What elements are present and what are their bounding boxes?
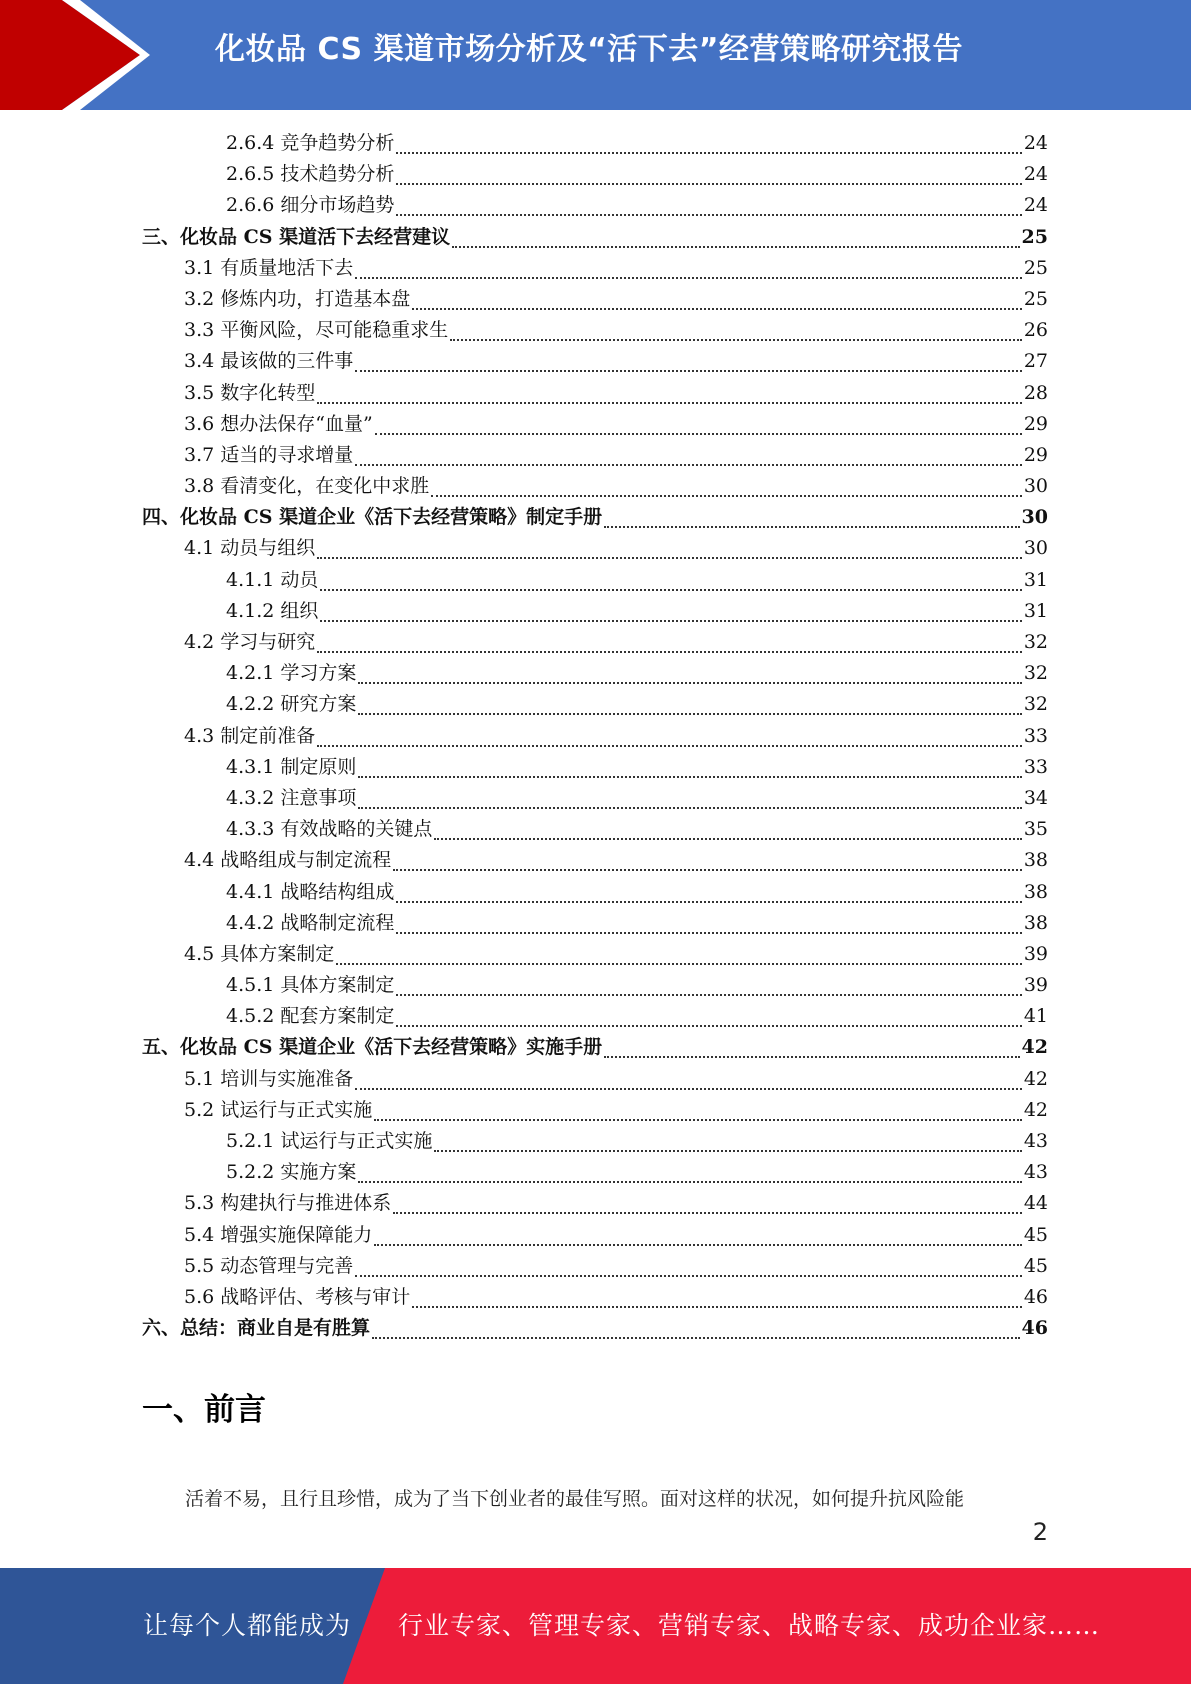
toc-entry-label: 5.5 动态管理与完善 [184, 1254, 354, 1277]
toc-entry-page: 45 [1023, 1223, 1048, 1246]
toc-dot-leader [317, 539, 1022, 559]
toc-entry-label: 4.3.3 有效战略的关键点 [226, 818, 433, 841]
toc-dot-leader [358, 789, 1021, 809]
toc-dot-leader [396, 1007, 1021, 1027]
toc-entry-label: 4.4.2 战略制定流程 [226, 911, 395, 934]
toc-dot-leader [358, 695, 1021, 715]
toc-entry[interactable] [142, 440, 1048, 471]
toc-entry-label: 三、化妆品 CS 渠道活下去经营建议 [142, 225, 451, 248]
toc-dot-leader [358, 664, 1021, 684]
toc-dot-leader [374, 1226, 1022, 1246]
toc-entry-page: 45 [1023, 1254, 1048, 1277]
toc-dot-leader [355, 1257, 1022, 1277]
toc-dot-leader [358, 758, 1021, 778]
toc-entry[interactable] [142, 1282, 1048, 1313]
toc-entry-page: 29 [1023, 412, 1048, 435]
toc-entry-page: 46 [1021, 1317, 1048, 1340]
toc-dot-leader [431, 477, 1022, 497]
toc-dot-leader [412, 1288, 1022, 1308]
toc-entry[interactable] [142, 721, 1048, 752]
toc-entry-page: 25 [1021, 225, 1048, 248]
toc-dot-leader [374, 1101, 1022, 1121]
toc-entry-page: 25 [1023, 256, 1048, 279]
toc-entry-page: 30 [1021, 506, 1048, 529]
toc-dot-leader [434, 1132, 1021, 1152]
toc-dot-leader [358, 1163, 1021, 1183]
toc-dot-leader [396, 134, 1021, 154]
toc-entry-page: 32 [1023, 693, 1048, 716]
toc-entry[interactable] [142, 596, 1048, 627]
toc-entry[interactable] [142, 533, 1048, 564]
toc-entry[interactable] [142, 627, 1048, 658]
toc-entry[interactable] [142, 877, 1048, 908]
toc-entry-page: 43 [1023, 1161, 1048, 1184]
toc-entry-label: 4.2.1 学习方案 [226, 662, 357, 685]
toc-entry-page: 31 [1023, 568, 1048, 591]
toc-entry[interactable] [142, 1001, 1048, 1032]
toc-entry-page: 24 [1023, 194, 1048, 217]
toc-entry[interactable] [142, 1126, 1048, 1157]
toc-entry-label: 3.3 平衡风险，尽可能稳重求生 [184, 319, 449, 342]
toc-entry-page: 25 [1023, 287, 1048, 310]
toc-entry[interactable] [142, 128, 1048, 159]
toc-entry-label: 四、化妆品 CS 渠道企业《活下去经营策略》制定手册 [142, 506, 603, 529]
toc-dot-leader [372, 1319, 1020, 1339]
toc-entry[interactable] [142, 783, 1048, 814]
toc-dot-leader [434, 820, 1021, 840]
toc-entry[interactable] [142, 378, 1048, 409]
toc-dot-leader [604, 1038, 1019, 1058]
toc-entry-label: 2.6.5 技术趋势分析 [226, 163, 395, 186]
toc-entry[interactable] [142, 1095, 1048, 1126]
toc-dot-leader [320, 571, 1021, 591]
footer-slogan-left: 让每个人都能成为 [143, 1611, 352, 1640]
toc-entry-label: 4.5.2 配套方案制定 [226, 1005, 395, 1028]
toc-entry-label: 4.3 制定前准备 [184, 724, 316, 747]
toc-entry-page: 31 [1023, 599, 1048, 622]
toc-entry-page: 43 [1023, 1130, 1048, 1152]
toc-entry-page: 42 [1023, 1098, 1048, 1121]
page-header [0, 0, 1191, 110]
toc-entry-page: 38 [1023, 911, 1048, 934]
toc-entry-label: 5.1 培训与实施准备 [184, 1067, 354, 1090]
toc-entry-page: 38 [1023, 849, 1048, 872]
toc-entry-label: 4.5.1 具体方案制定 [226, 974, 395, 997]
toc-dot-leader [355, 1070, 1022, 1090]
toc-dot-leader [396, 165, 1021, 185]
toc-entry-label: 4.4 战略组成与制定流程 [184, 849, 392, 872]
toc-entry[interactable] [142, 1064, 1048, 1095]
toc-dot-leader [396, 976, 1021, 996]
toc-dot-leader [317, 633, 1022, 653]
toc-entry[interactable] [142, 970, 1048, 1001]
header-arrow-icon [0, 0, 150, 110]
toc-entry-page: 42 [1021, 1036, 1048, 1059]
toc-entry-page: 42 [1023, 1067, 1048, 1090]
toc-dot-leader [355, 352, 1022, 372]
toc-entry-label: 4.1.1 动员 [226, 568, 319, 591]
intro-paragraph: 活着不易，且行且珍惜，成为了当下创业者的最佳写照。面对这样的状况，如何提升抗风险能 [185, 1488, 965, 1510]
toc-dot-leader [396, 914, 1021, 934]
toc-entry-label: 3.8 看清变化，在变化中求胜 [184, 475, 430, 498]
toc-entry-page: 39 [1023, 942, 1048, 965]
toc-entry-label: 3.5 数字化转型 [184, 381, 316, 404]
toc-entry-label: 3.7 适当的寻求增量 [184, 443, 354, 466]
toc-entry-page: 32 [1023, 631, 1048, 653]
toc-entry-page: 26 [1023, 319, 1048, 342]
toc-entry[interactable] [142, 284, 1048, 315]
toc-entry[interactable] [142, 471, 1048, 502]
toc-entry-label: 4.2 学习与研究 [184, 631, 316, 653]
toc-entry-label: 五、化妆品 CS 渠道企业《活下去经营策略》实施手册 [142, 1036, 603, 1059]
toc-entry-label: 4.2.2 研究方案 [226, 693, 357, 716]
toc-dot-leader [317, 384, 1022, 404]
toc-dot-leader [336, 945, 1022, 965]
header-title: 化妆品 CS 渠道市场分析及“活下去”经营策略研究报告 [215, 32, 964, 67]
toc-entry-page: 24 [1023, 163, 1048, 186]
toc-entry[interactable] [142, 1220, 1048, 1251]
toc-dot-leader [375, 415, 1022, 435]
toc-entry[interactable] [142, 689, 1048, 720]
toc-dot-leader [396, 883, 1021, 903]
toc-entry[interactable] [142, 814, 1048, 845]
toc-entry-page: 46 [1023, 1285, 1048, 1308]
toc-dot-leader [450, 321, 1022, 341]
toc-entry-label: 4.3.2 注意事项 [226, 786, 357, 809]
toc-entry[interactable] [142, 502, 1048, 533]
toc-entry-page: 29 [1023, 443, 1048, 466]
toc-entry[interactable] [142, 1032, 1048, 1063]
toc-entry-label: 3.1 有质量地活下去 [184, 256, 354, 279]
toc-entry[interactable] [142, 908, 1048, 939]
toc-entry[interactable] [142, 658, 1048, 689]
toc-entry[interactable] [142, 1313, 1048, 1344]
toc-entry[interactable] [142, 159, 1048, 190]
toc-entry-page: 35 [1023, 818, 1048, 841]
table-of-contents [142, 128, 1048, 1344]
page-number: 2 [1032, 1518, 1048, 1546]
toc-entry-page: 39 [1023, 974, 1048, 997]
toc-entry-label: 4.1 动员与组织 [184, 537, 316, 560]
toc-entry[interactable] [142, 939, 1048, 970]
toc-entry-label: 3.4 最该做的三件事 [184, 350, 354, 373]
toc-dot-leader [317, 727, 1022, 747]
toc-entry-label: 2.6.4 竞争趋势分析 [226, 132, 395, 154]
toc-entry-page: 30 [1023, 537, 1048, 560]
toc-entry-page: 24 [1023, 132, 1048, 154]
toc-entry-label: 3.2 修炼内功，打造基本盘 [184, 287, 411, 310]
toc-entry-label: 5.4 增强实施保障能力 [184, 1223, 373, 1246]
toc-entry-label: 5.2 试运行与正式实施 [184, 1098, 373, 1121]
toc-dot-leader [355, 446, 1022, 466]
toc-entry[interactable] [142, 222, 1048, 253]
footer-slogan-right: 行业专家、管理专家、营销专家、战略专家、成功企业家…… [398, 1611, 1101, 1640]
toc-entry-label: 2.6.6 细分市场趋势 [226, 194, 395, 217]
toc-entry[interactable] [142, 845, 1048, 876]
toc-entry-page: 32 [1023, 662, 1048, 685]
toc-entry[interactable] [142, 752, 1048, 783]
toc-entry-page: 41 [1023, 1005, 1048, 1028]
page-footer [0, 1568, 1191, 1684]
toc-dot-leader [393, 851, 1022, 871]
toc-entry-label: 5.2.1 试运行与正式实施 [226, 1130, 433, 1152]
toc-entry-page: 38 [1023, 880, 1048, 903]
toc-entry-label: 5.3 构建执行与推进体系 [184, 1192, 392, 1215]
toc-entry-page: 27 [1023, 350, 1048, 373]
toc-entry-label: 4.1.2 组织 [226, 599, 319, 622]
toc-dot-leader [396, 196, 1021, 216]
toc-dot-leader [355, 259, 1022, 279]
toc-entry-page: 44 [1023, 1192, 1048, 1215]
toc-entry[interactable] [142, 1251, 1048, 1282]
toc-entry-label: 5.6 战略评估、考核与审计 [184, 1285, 411, 1308]
toc-entry-page: 33 [1023, 724, 1048, 747]
toc-dot-leader [320, 602, 1021, 622]
toc-dot-leader [393, 1194, 1022, 1214]
toc-entry-label: 5.2.2 实施方案 [226, 1161, 357, 1184]
toc-entry-label: 4.5 具体方案制定 [184, 942, 335, 965]
toc-entry[interactable] [142, 1188, 1048, 1219]
toc-entry-label: 4.3.1 制定原则 [226, 755, 357, 778]
toc-entry-label: 4.4.1 战略结构组成 [226, 880, 395, 903]
toc-entry-page: 34 [1023, 786, 1048, 809]
toc-entry-page: 33 [1023, 755, 1048, 778]
toc-entry-label: 3.6 想办法保存“血量” [184, 412, 373, 435]
toc-entry-label: 六、总结：商业自是有胜算 [142, 1317, 371, 1340]
toc-entry[interactable] [142, 565, 1048, 596]
toc-entry[interactable] [142, 190, 1048, 221]
toc-dot-leader [452, 228, 1019, 248]
toc-dot-leader [412, 290, 1022, 310]
toc-entry[interactable] [142, 315, 1048, 346]
toc-entry[interactable] [142, 409, 1048, 440]
toc-entry[interactable] [142, 346, 1048, 377]
toc-entry-page: 30 [1023, 475, 1048, 498]
toc-entry[interactable] [142, 1157, 1048, 1188]
section-heading: 一、前言 [142, 1392, 266, 1428]
toc-dot-leader [604, 508, 1019, 528]
toc-entry[interactable] [142, 253, 1048, 284]
toc-entry-page: 28 [1023, 381, 1048, 404]
